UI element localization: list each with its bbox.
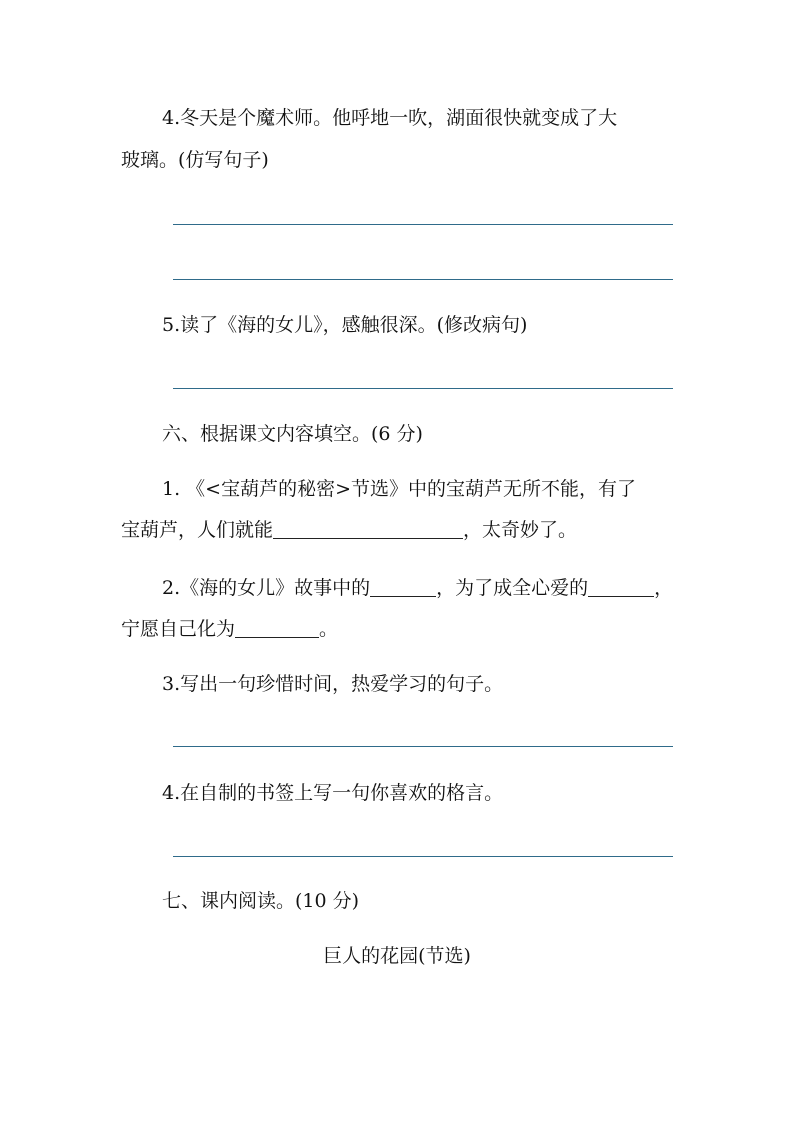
s6-item4-answer-line[interactable] <box>173 856 673 857</box>
s6-item1-blank[interactable] <box>273 520 463 539</box>
s6-item1-line1: 1. 《<宝葫芦的秘密>节选》中的宝葫芦无所不能，有了 <box>162 478 637 500</box>
q4-line2: 玻璃。(仿写句子) <box>121 149 269 171</box>
s6-item2-blank-3[interactable] <box>235 619 319 638</box>
s6-item3-text: 3.写出一句珍惜时间，热爱学习的句子。 <box>162 673 504 695</box>
s6-item3-answer-line[interactable] <box>173 746 673 747</box>
q5-text: 5.读了《海的女儿》，感触很深。(修改病句) <box>162 314 528 336</box>
s6-item1-suffix: ，太奇妙了。 <box>463 519 578 541</box>
s6-item2-line2-suffix: 。 <box>319 618 339 640</box>
s6-item2-line2 <box>121 617 338 641</box>
s6-item1-prefix: 宝葫芦，人们就能 <box>121 519 274 541</box>
section6-heading: 六、根据课文内容填空。(6 分) <box>162 423 423 445</box>
s6-item2-line2-prefix: 宁愿自己化为 <box>121 618 236 640</box>
s6-item2-suffix: ， <box>654 577 674 599</box>
s6-item4-text: 4.在自制的书签上写一句你喜欢的格言。 <box>162 782 504 804</box>
q4-answer-line-1[interactable] <box>173 224 673 225</box>
q4-answer-line-2[interactable] <box>173 279 673 280</box>
passage-title: 巨人的花园(节选) <box>323 945 471 967</box>
s6-item2-line1 <box>162 576 673 600</box>
section7-heading: 七、课内阅读。(10 分) <box>162 890 360 912</box>
s6-item2-prefix: 2.《海的女儿》故事中的 <box>162 577 371 599</box>
s6-item2-blank-1[interactable] <box>370 578 436 597</box>
s6-item2-middle: ，为了成全心爱的 <box>436 577 589 599</box>
s6-item2-blank-2[interactable] <box>588 578 654 597</box>
s6-item1-line2 <box>121 518 577 542</box>
q4-line1: 4.冬天是个魔术师。他呼地一吹，湖面很快就变成了大 <box>162 107 618 129</box>
q5-answer-line[interactable] <box>173 388 673 389</box>
